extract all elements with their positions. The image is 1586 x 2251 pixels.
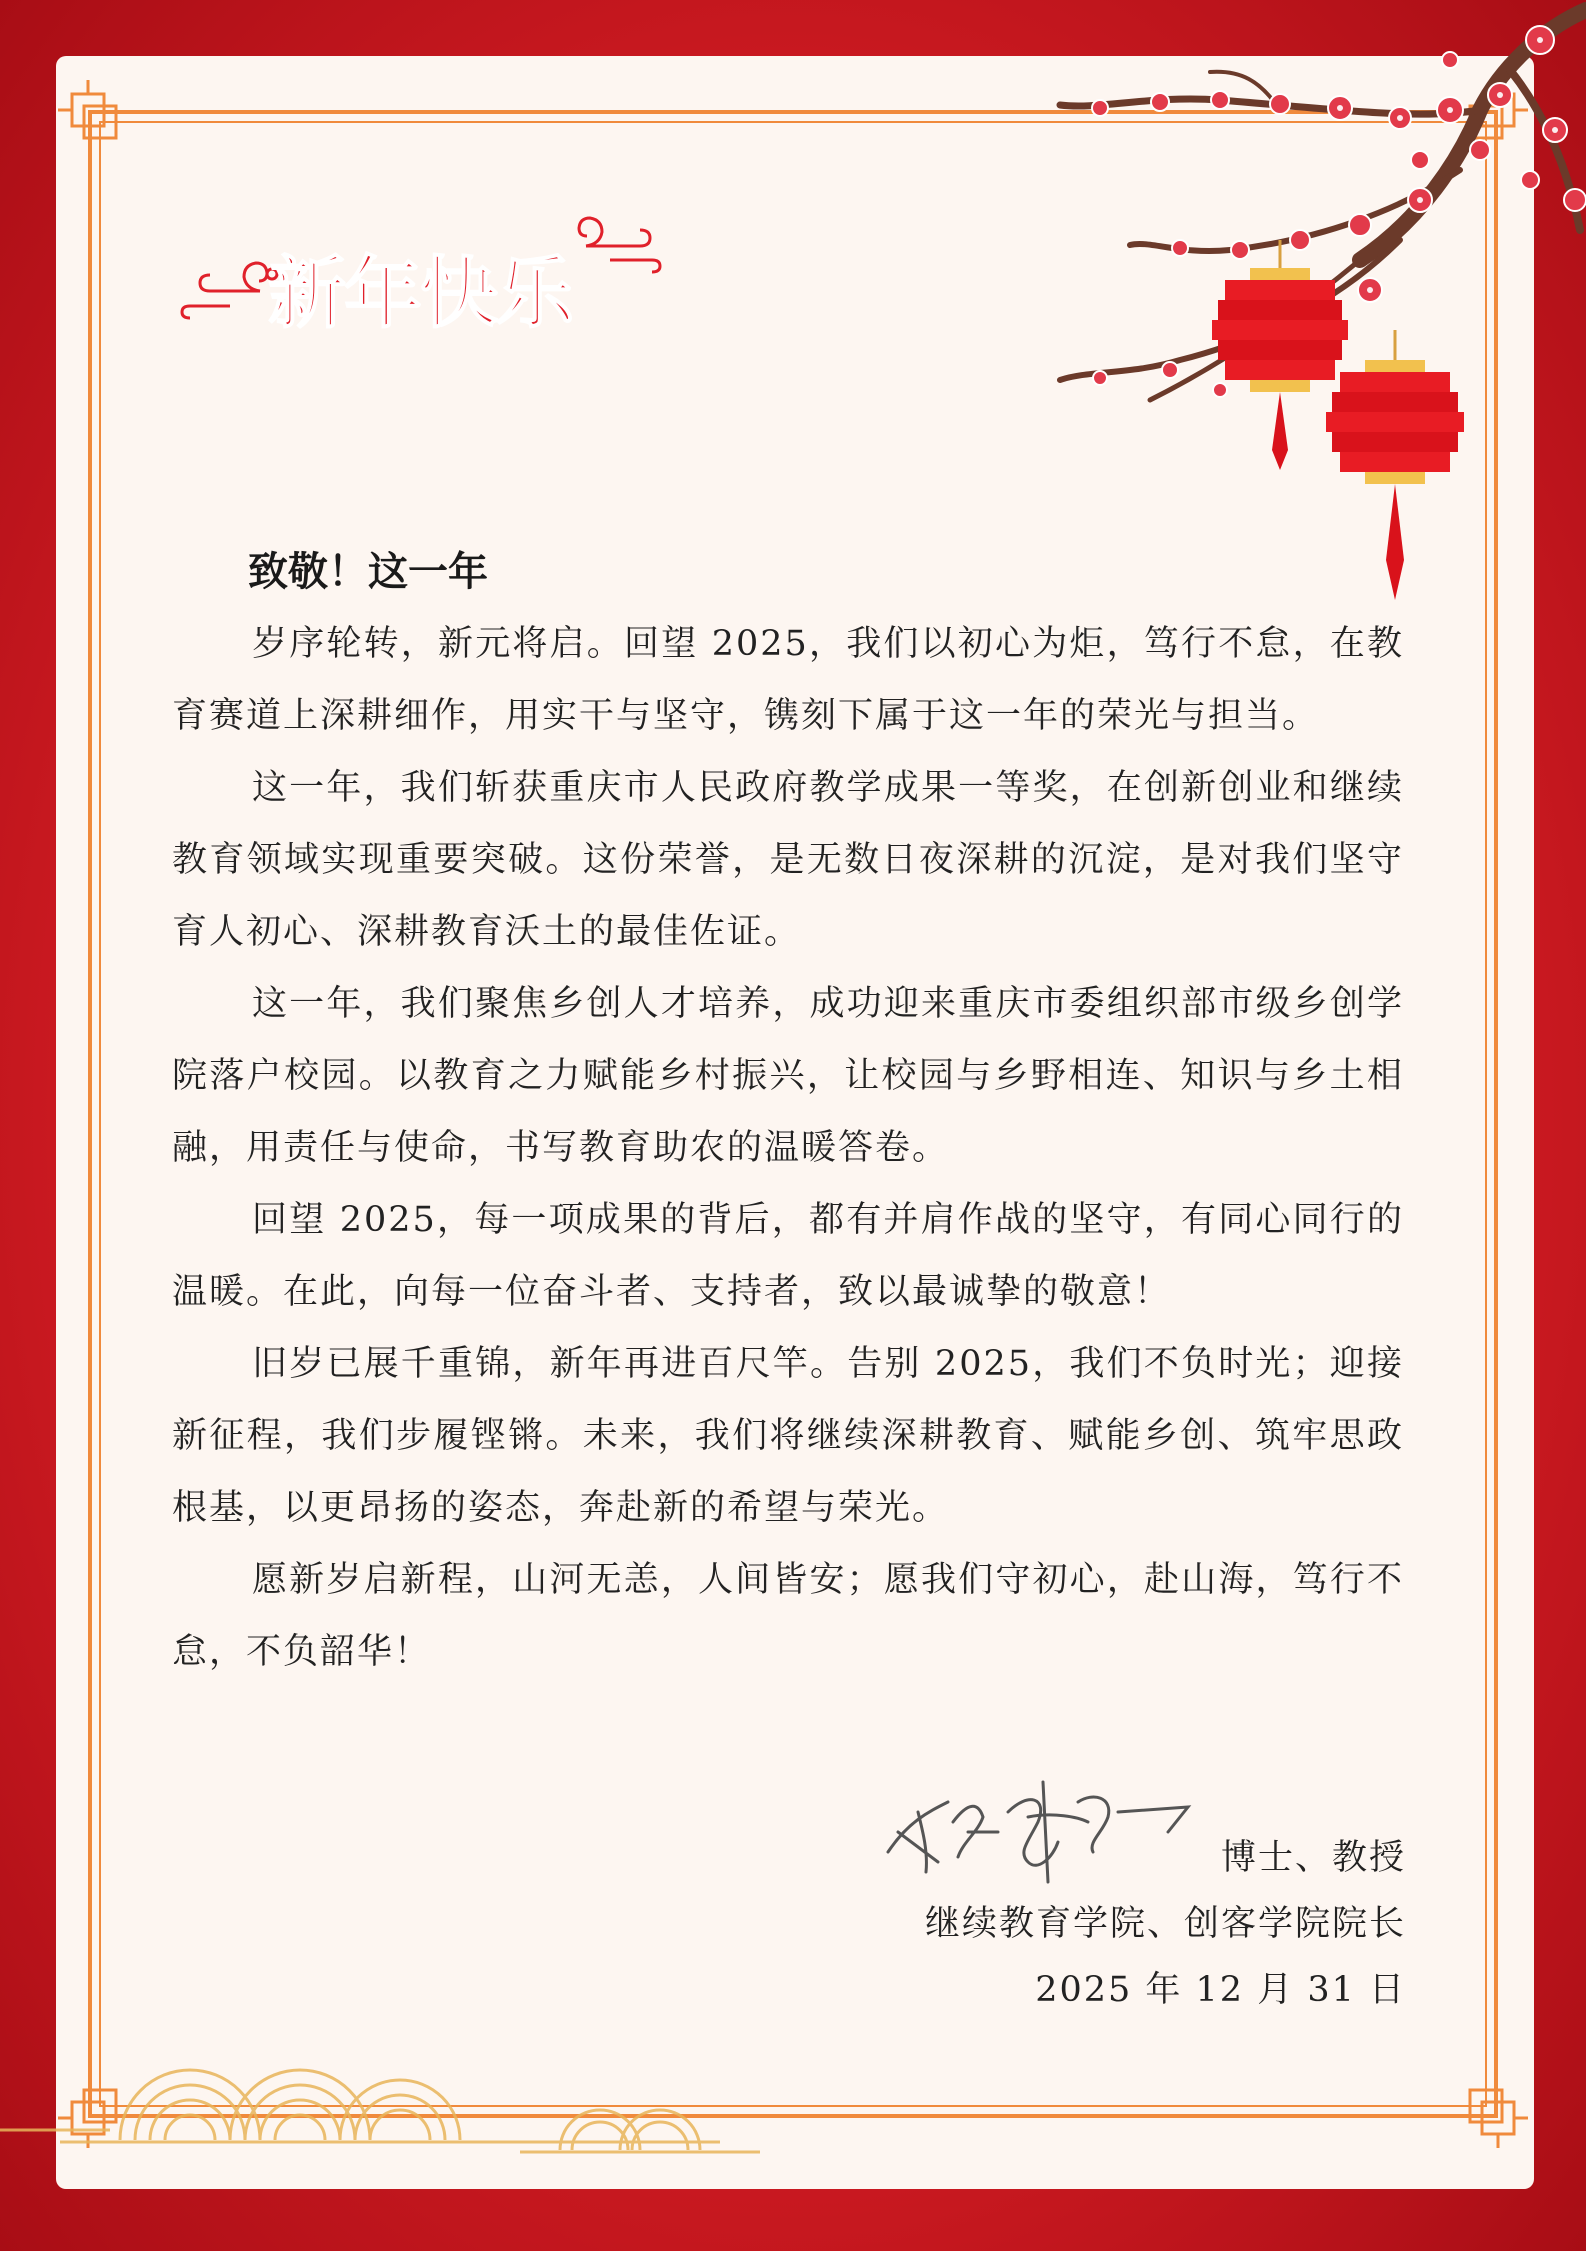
greeting-art-text: 新年快乐 <box>267 249 573 339</box>
paragraph: 旧岁已展千重锦，新年再进百尺竿。告别 2025，我们不负时光；迎接新征程，我们步履铿锵。未来，我们将继续深耕教育、赋能乡创、筑牢思政根基，以更昂扬的姿态，奔赴新的希望与荣光。 <box>172 1344 1404 1528</box>
red-lantern-icon <box>1326 330 1464 600</box>
letter-body <box>172 608 1404 1688</box>
red-lantern-icon <box>1212 240 1348 470</box>
handwritten-signature-icon <box>878 1762 1198 1902</box>
paragraph: 回望 2025，每一项成果的背后，都有并肩作战的坚守，有同心同行的温暖。在此，向每一位奋斗者、支持者，致以最诚挚的敬意！ <box>172 1200 1404 1312</box>
signature-date: 2025 年 12 月 31 日 <box>1035 1970 1406 2010</box>
paragraph: 这一年，我们聚焦乡创人才培养，成功迎来重庆市委组织部市级乡创学院落户校园。以教育之力赋能乡村振兴，让校园与乡野相连、知识与乡土相融，用责任与使命，书写教育助农的温暖答卷。 <box>172 984 1404 1168</box>
paragraph: 岁序轮转，新元将启。回望 2025，我们以初心为炬，笃行不怠，在教育赛道上深耕细作，用实干与坚守，镌刻下属于这一年的荣光与担当。 <box>172 624 1404 736</box>
auspicious-cloud-icon <box>182 263 277 318</box>
paragraph: 这一年，我们斩获重庆市人民政府教学成果一等奖，在创新创业和继续教育领域实现重要突破。这份荣誉，是无数日夜深耕的沉淀，是对我们坚守育人初心、深耕教育沃土的最佳佐证。 <box>172 768 1404 952</box>
gold-wave-clouds-icon <box>0 2020 820 2180</box>
happy-new-year-heading <box>170 196 670 376</box>
signature-organization: 继续教育学院、创客学院院长 <box>924 1904 1406 1944</box>
auspicious-cloud-icon <box>579 218 660 272</box>
plum-blossom-branch-icon <box>980 0 1586 610</box>
signature-title: 博士、教授 <box>1220 1838 1406 1878</box>
paragraph: 愿新岁启新程，山河无恙，人间皆安；愿我们守初心，赴山海，笃行不怠，不负韶华！ <box>172 1560 1404 1672</box>
letter-title: 致敬！这一年 <box>248 549 488 595</box>
